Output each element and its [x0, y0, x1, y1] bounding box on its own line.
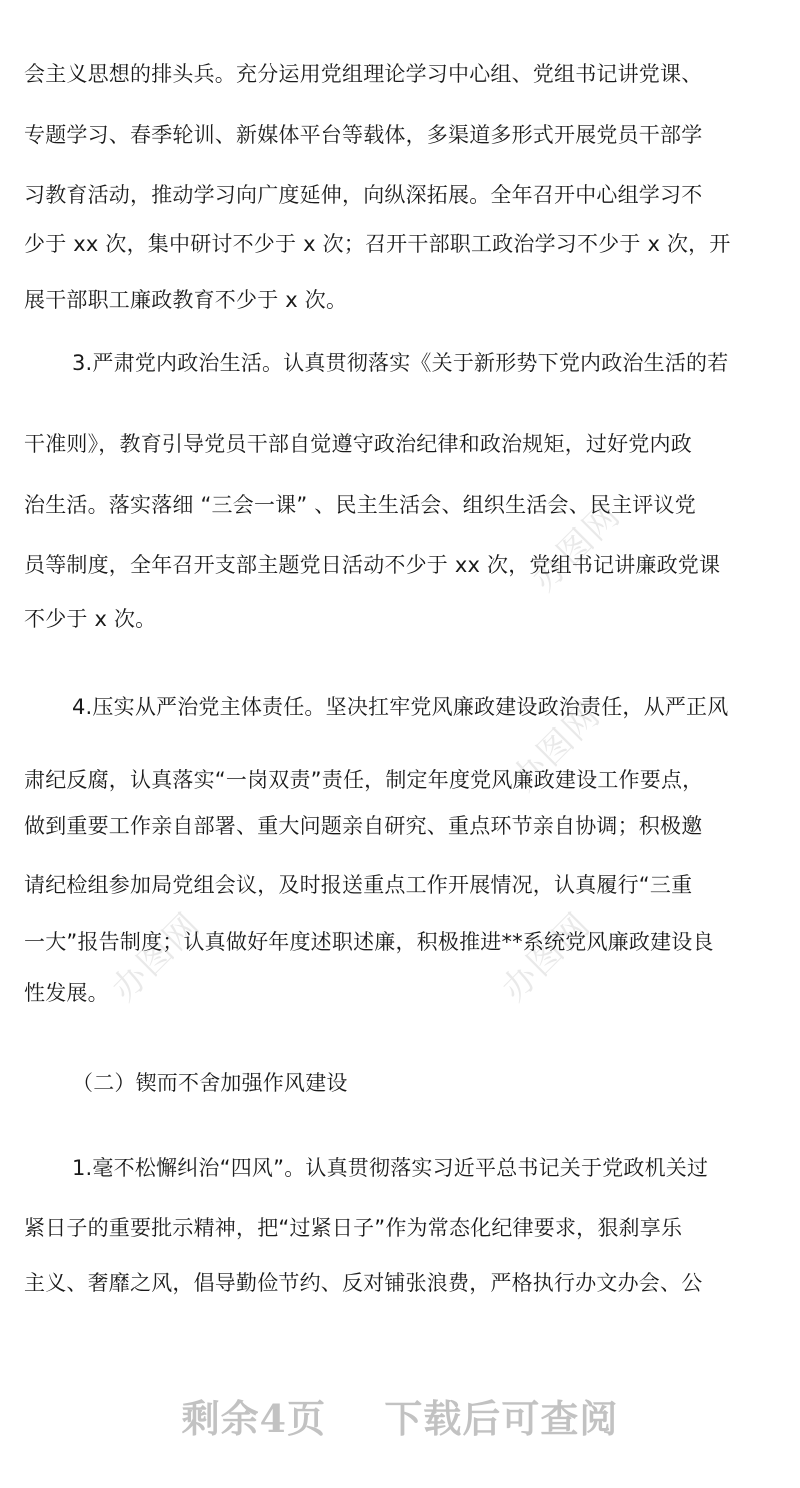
download-banner[interactable]	[0, 1388, 800, 1441]
text-line: 会主义思想的排头兵。充分运用党组理论学习中心组、党组书记讲党课、	[24, 62, 703, 86]
text-line: 紧日子的重要批示精神，把“过紧日子”作为常态化纪律要求，狠刹享乐	[24, 1216, 683, 1240]
text-line: 习教育活动，推动学习向广度延伸，向纵深拓展。全年召开中心组学习不	[24, 183, 703, 207]
section-heading: （二）锲而不舍加强作风建设	[72, 1071, 348, 1095]
text-line: 肃纪反腐，认真落实“一岗双责”责任，制定年度党风廉政建设工作要点，	[24, 768, 704, 792]
watermark: 办图网	[494, 904, 599, 1010]
text-line: 治生活。落实落细 “三会一课” 、民主生活会、组织生活会、民主评议党	[24, 493, 696, 517]
text-line: 3.严肃党内政治生活。认真贯彻落实《关于新形势下党内政治生活的若	[72, 351, 729, 375]
text-line: 展干部职工廉政教育不少于 x 次。	[24, 288, 348, 312]
remaining-pages-label: 剩余4页	[181, 1396, 327, 1441]
watermark: 办图网	[104, 904, 209, 1010]
watermark: 办图网	[524, 494, 629, 600]
text-line: 性发展。	[24, 981, 109, 1005]
text-line: 一大”报告制度；认真做好年度述职述廉，积极推进**系统党风廉政建设良	[24, 930, 714, 954]
text-line: 不少于 x 次。	[24, 607, 157, 631]
text-line: 做到重要工作亲自部署、重大问题亲自研究、重点环节亲自协调；积极邀	[24, 814, 703, 838]
text-line: 干准则》，教育引导党员干部自觉遵守政治纪律和政治规矩，过好党内政	[24, 432, 692, 456]
text-line: 4.压实从严治党主体责任。坚决扛牢党风廉政建设政治责任，从严正风	[72, 695, 729, 719]
text-line: 1.毫不松懈纠治“四风”。认真贯彻落实习近平总书记关于党政机关过	[72, 1156, 709, 1180]
text-line: 专题学习、春季轮训、新媒体平台等载体，多渠道多形式开展党员干部学	[24, 123, 703, 147]
text-line: 主义、奢靡之风，倡导勤俭节约、反对铺张浪费，严格执行办文办会、公	[24, 1271, 703, 1295]
download-prompt[interactable]: 下载后可查阅	[384, 1396, 619, 1441]
watermark: 办图网	[504, 694, 609, 800]
text-line: 少于 xx 次，集中研讨不少于 x 次；召开干部职工政治学习不少于 x 次，开	[24, 232, 731, 256]
text-line: 员等制度，全年召开支部主题党日活动不少于 xx 次，党组书记讲廉政党课	[24, 553, 721, 577]
text-line: 请纪检组参加局党组会议，及时报送重点工作开展情况，认真履行“三重	[24, 873, 693, 897]
